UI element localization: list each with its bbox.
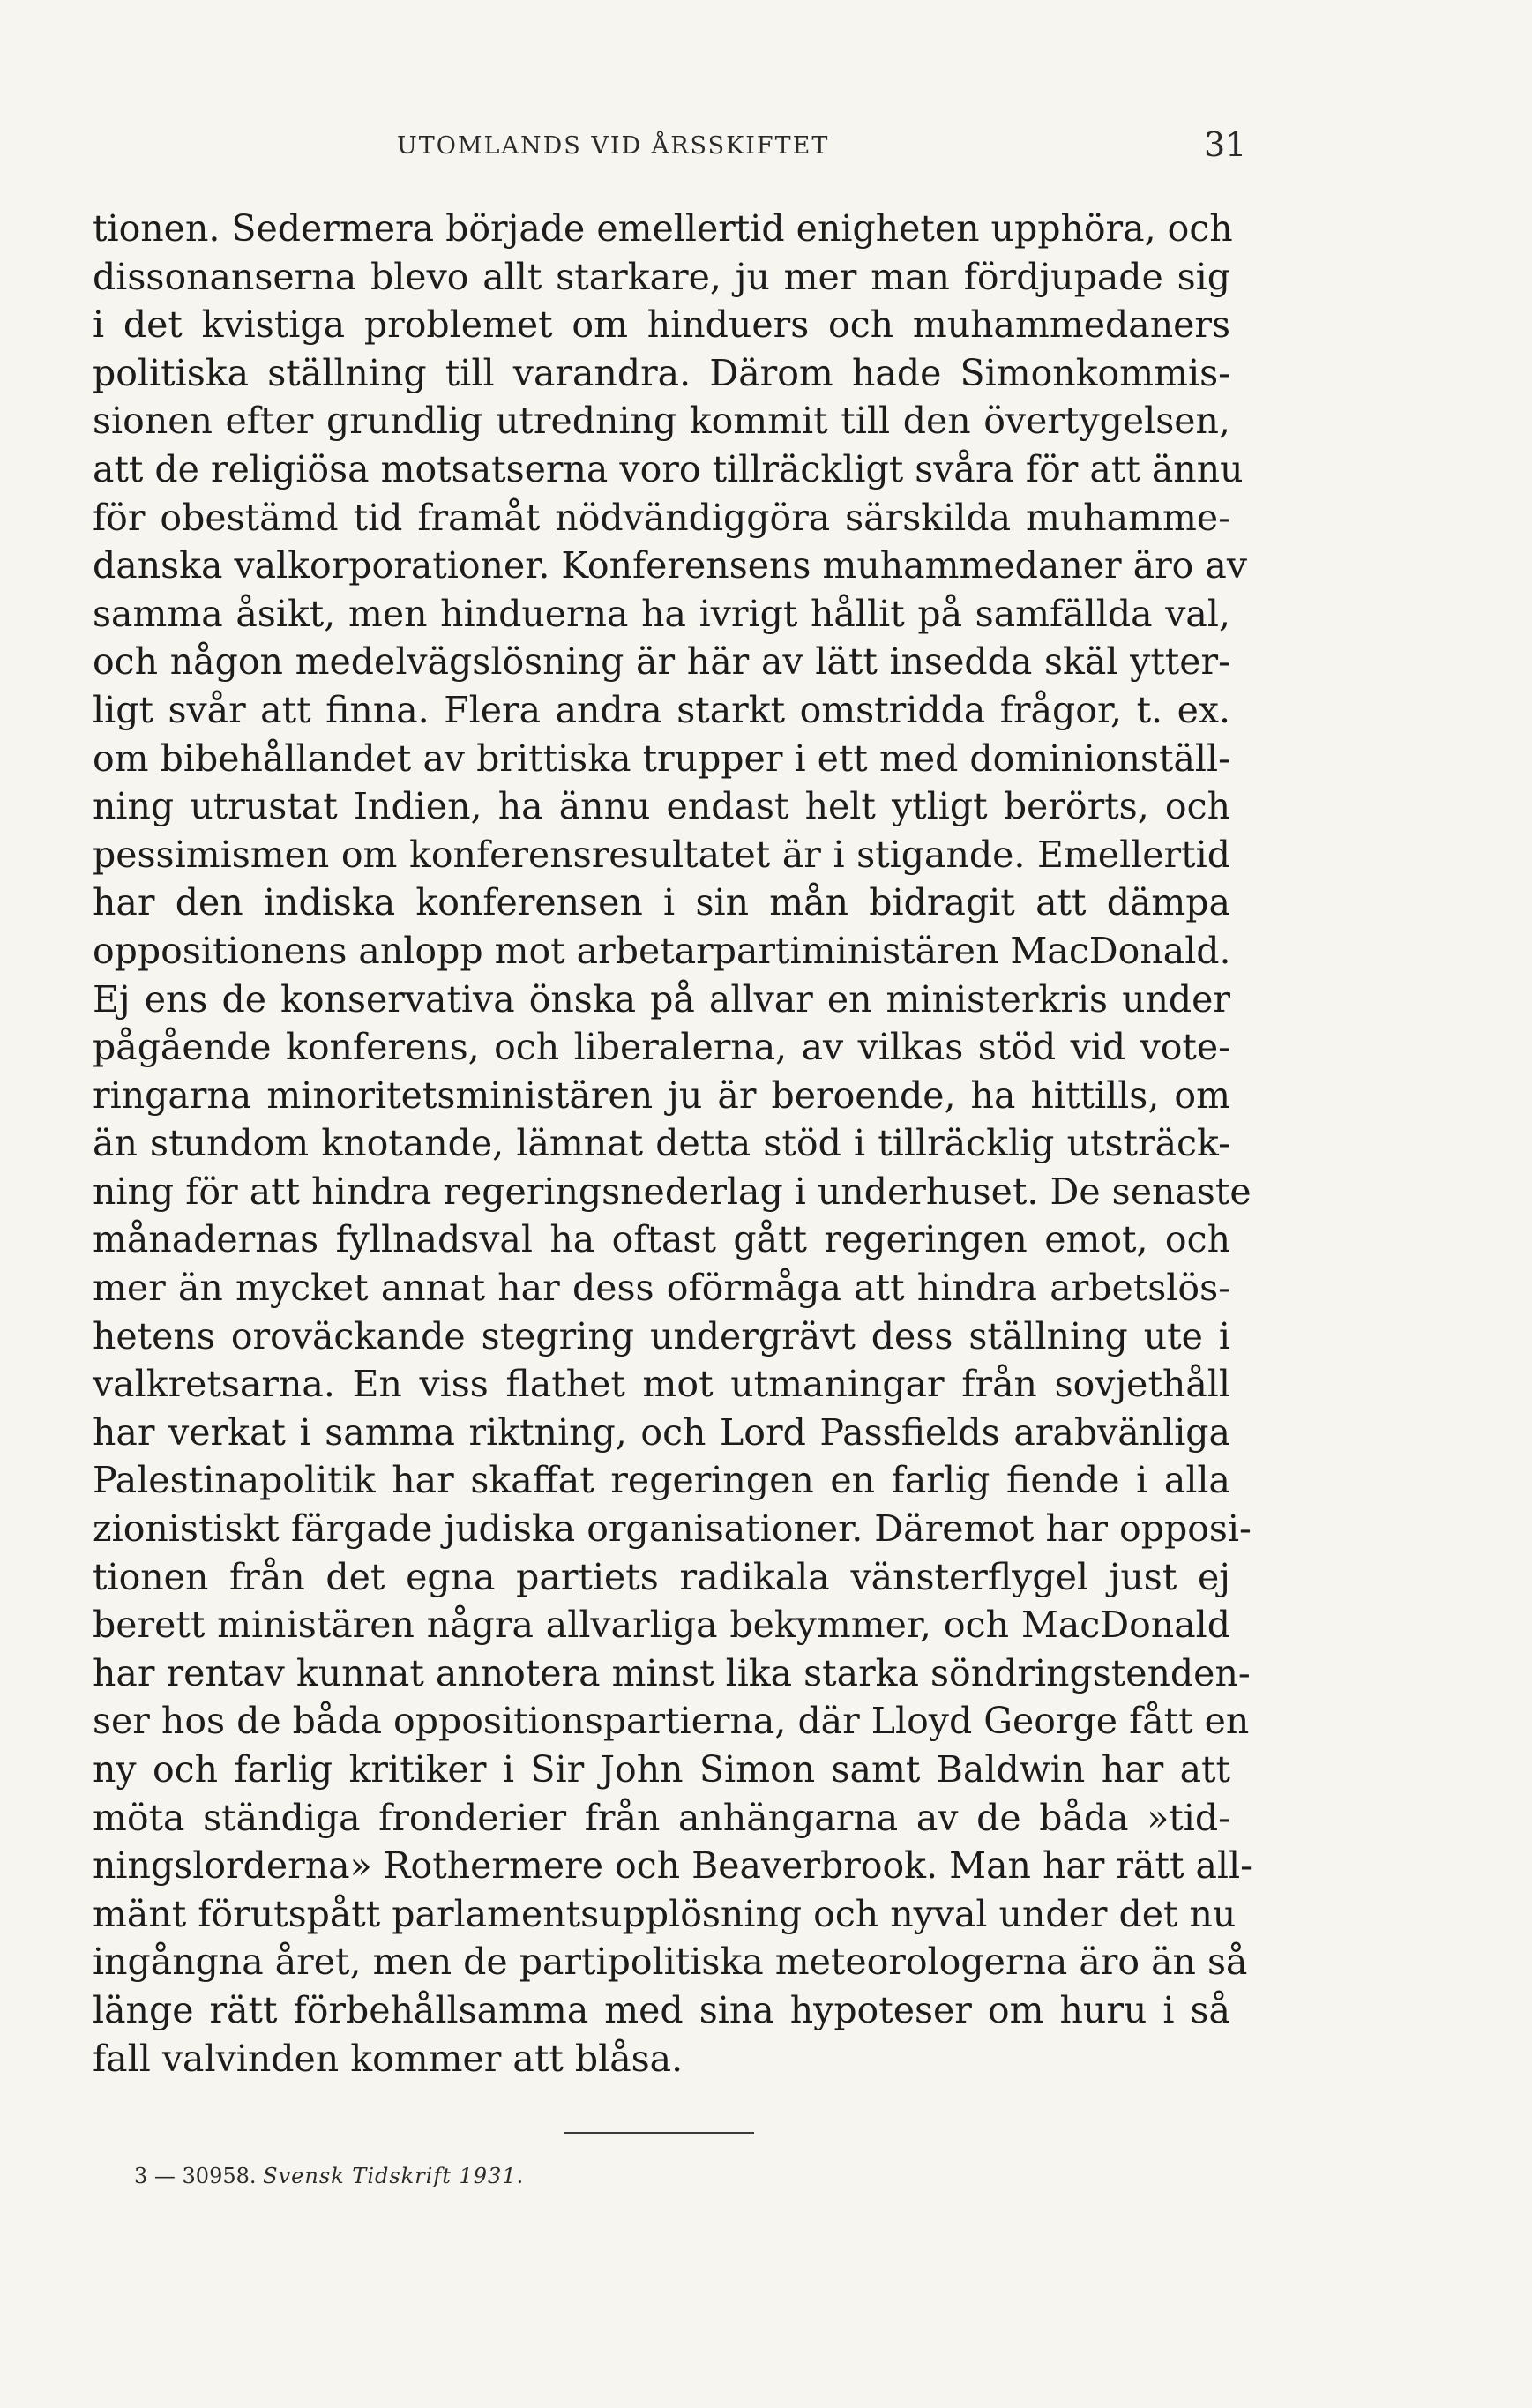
- running-head: UTOMLANDS VID ÅRSSKIFTET: [397, 132, 830, 160]
- text-line: ning utrustat Indien, ha ännu endast helt ytligt berörts, och: [93, 785, 1230, 828]
- text-line: valkretsarna. En viss flathet mot utmaningar från sovjethåll: [93, 1363, 1230, 1406]
- text-line: har rentav kunnat annotera minst lika starka söndringstenden-: [93, 1651, 1251, 1694]
- text-line: ningslorderna» Rothermere och Beaverbrook. Man har rätt all-: [93, 1844, 1252, 1888]
- text-line: pessimismen om konferensresultatet är i stigande. Emellertid: [93, 833, 1230, 876]
- signature-mark: 3 — 30958.: [134, 2164, 257, 2188]
- text-line: för obestämd tid framåt nödvändiggöra särskilda muhamme-: [93, 496, 1230, 539]
- text-line: zionistiskt färgade judiska organisationer. Däremot har opposi-: [93, 1507, 1252, 1551]
- text-line: berett ministären några allvarliga bekymmer, och MacDonald: [93, 1604, 1230, 1647]
- text-line: ning för att hindra regeringsnederlag i underhuset. De senaste: [93, 1170, 1252, 1213]
- text-line: mer än mycket annat har dess oförmåga att hindra arbetslös-: [93, 1267, 1230, 1310]
- text-line: i det kvistiga problemet om hinduers och muhammedaners: [93, 303, 1230, 347]
- body-text: [93, 205, 1252, 2083]
- text-line: oppositionens anlopp mot arbetarpartiministären MacDonald.: [93, 929, 1231, 972]
- text-line: månadernas fyllnadsval ha oftast gått regeringen emot, och: [93, 1218, 1230, 1261]
- text-line-last: fall valvinden kommer att blåsa.: [93, 2037, 684, 2080]
- text-line: ser hos de båda oppositionspartierna, där Lloyd George fått en: [93, 1700, 1250, 1743]
- text-line: mänt förutspått parlamentsupplösning och nyval under det nu: [93, 1892, 1237, 1935]
- text-line: ringarna minoritetsministären ju är beroende, ha hittills, om: [93, 1073, 1230, 1117]
- text-line: ligt svår att finna. Flera andra starkt omstridda frågor, t. ex.: [93, 688, 1230, 731]
- text-line: länge rätt förbehållsamma med sina hypoteser om huru i så: [93, 1988, 1230, 2031]
- text-line: sionen efter grundlig utredning kommit till den övertygelsen,: [93, 400, 1230, 443]
- text-line: dissonanserna blevo allt starkare, ju mer man fördjupade sig: [93, 255, 1230, 298]
- text-line: Palestinapolitik har skaffat regeringen en farlig fiende i alla: [93, 1459, 1230, 1502]
- text-line: Ej ens de konservativa önska på allvar en ministerkris under: [93, 977, 1230, 1021]
- text-line: politiska ställning till varandra. Därom hade Simonkommis-: [93, 351, 1230, 394]
- text-line: har verkat i samma riktning, och Lord Passfields arabvänliga: [93, 1410, 1230, 1454]
- text-line: danska valkorporationer. Konferensens muhammedaner äro av: [93, 544, 1247, 587]
- text-line: har den indiska konferensen i sin mån bidragit att dämpa: [93, 881, 1230, 924]
- printer-signature-line: [134, 2164, 524, 2188]
- text-line: om bibehållandet av brittiska trupper i ett med dominionställ-: [93, 737, 1230, 780]
- page-number: 31: [1204, 125, 1247, 164]
- text-line: möta ständiga fronderier från anhängarna av de båda »tid-: [93, 1796, 1230, 1839]
- text-line: och någon medelvägslösning är här av lätt insedda skäl ytter-: [93, 640, 1230, 684]
- text-line: samma åsikt, men hinduerna ha ivrigt hållit på samfällda val,: [93, 592, 1230, 635]
- text-line: ingångna året, men de partipolitiska meteorologerna äro än så: [93, 1941, 1248, 1984]
- text-line: tionen. Sedermera började emellertid enigheten upphöra, och: [93, 207, 1233, 250]
- text-line: pågående konferens, och liberalerna, av vilkas stöd vid vote-: [93, 1026, 1230, 1069]
- text-line: tionen från det egna partiets radikala vänsterflygel just ej: [93, 1555, 1230, 1598]
- text-line: hetens oroväckande stegring undergrävt dess ställning ute i: [93, 1314, 1230, 1357]
- footer-rule: [564, 2132, 754, 2134]
- journal-title: Svensk Tidskrift 1931.: [263, 2164, 525, 2188]
- text-line: att de religiösa motsatserna voro tillräckligt svåra för att ännu: [93, 447, 1244, 490]
- text-line: ny och farlig kritiker i Sir John Simon samt Baldwin har att: [93, 1748, 1230, 1791]
- text-line: än stundom knotande, lämnat detta stöd i tillräcklig utsträck-: [93, 1122, 1230, 1165]
